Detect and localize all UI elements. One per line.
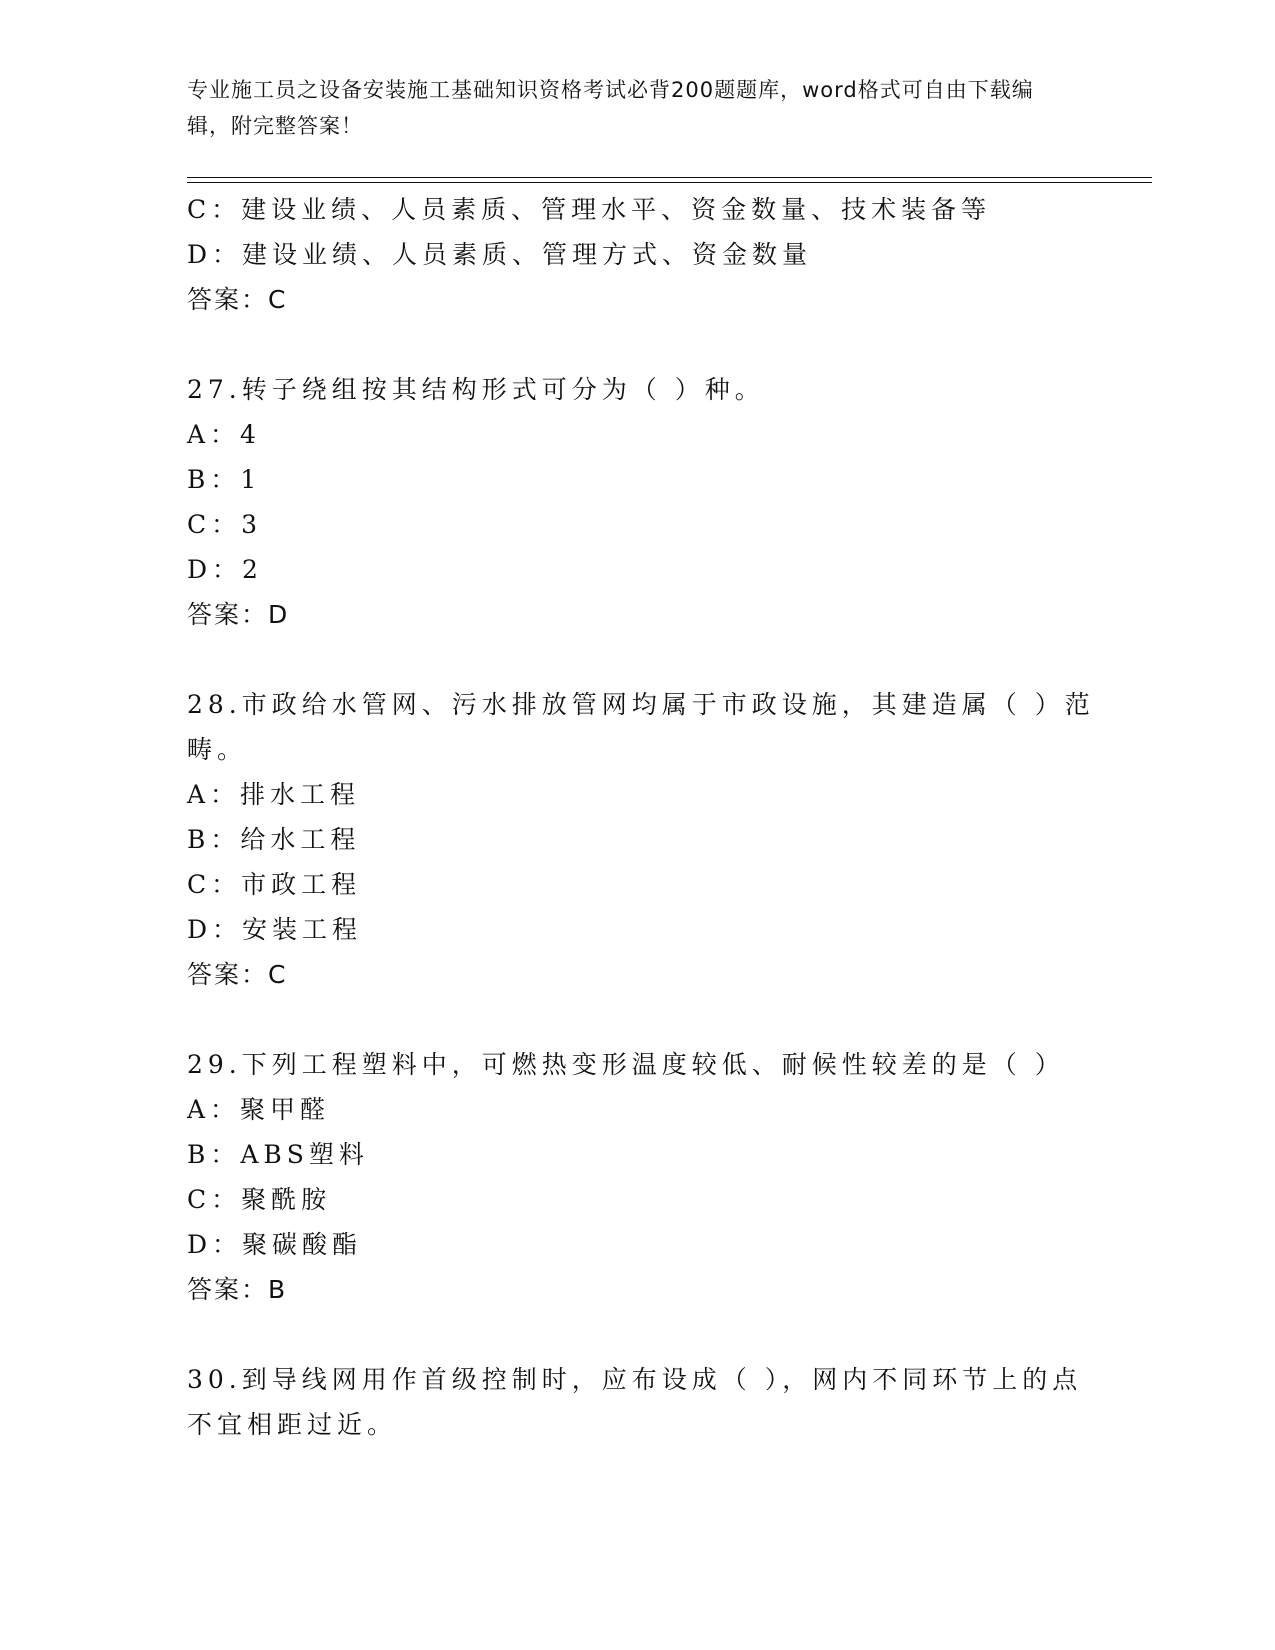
option-line: C：聚酰胺 (187, 1185, 332, 1214)
option-line: C：建设业绩、人员素质、管理水平、资金数量、技术装备等 (187, 195, 992, 224)
answer-line: 答案：C (187, 285, 288, 314)
question-stem-continued: 畴。 (187, 735, 248, 764)
answer-line: 答案：C (187, 960, 288, 989)
option-line: D：安装工程 (187, 915, 363, 944)
answer-line: 答案：B (187, 1275, 288, 1304)
question-stem: 27.转子绕组按其结构形式可分为（ ）种。 (187, 375, 765, 404)
header-rule-top (187, 177, 1152, 178)
answer-line: 答案：D (187, 600, 290, 629)
option-line: A：排水工程 (187, 780, 361, 809)
option-line: D：2 (187, 555, 263, 584)
question-stem: 28.市政给水管网、污水排放管网均属于市政设施，其建造属（ ）范 (187, 690, 1095, 719)
option-line: B：ABS塑料 (187, 1140, 369, 1169)
option-line: C：3 (187, 510, 263, 539)
option-line: A：4 (187, 420, 261, 449)
option-line: C：市政工程 (187, 870, 362, 899)
option-line: A：聚甲醛 (187, 1095, 331, 1124)
option-line: B：给水工程 (187, 825, 361, 854)
option-line: B：1 (187, 465, 262, 494)
question-stem: 30.到导线网用作首级控制时，应布设成（ ），网内不同环节上的点 (187, 1365, 1083, 1394)
header-rule-bottom (187, 182, 1152, 183)
question-stem: 29.下列工程塑料中，可燃热变形温度较低、耐候性较差的是（ ） (187, 1050, 1065, 1079)
document-header: 专业施工员之设备安装施工基础知识资格考试必背200题题库，word格式可自由下载编辑，附完整答案！ (187, 78, 1034, 138)
question-stem-continued: 不宜相距过近。 (187, 1410, 398, 1439)
option-line: D：建设业绩、人员素质、管理方式、资金数量 (187, 240, 813, 269)
option-line: D：聚碳酸酯 (187, 1230, 363, 1259)
